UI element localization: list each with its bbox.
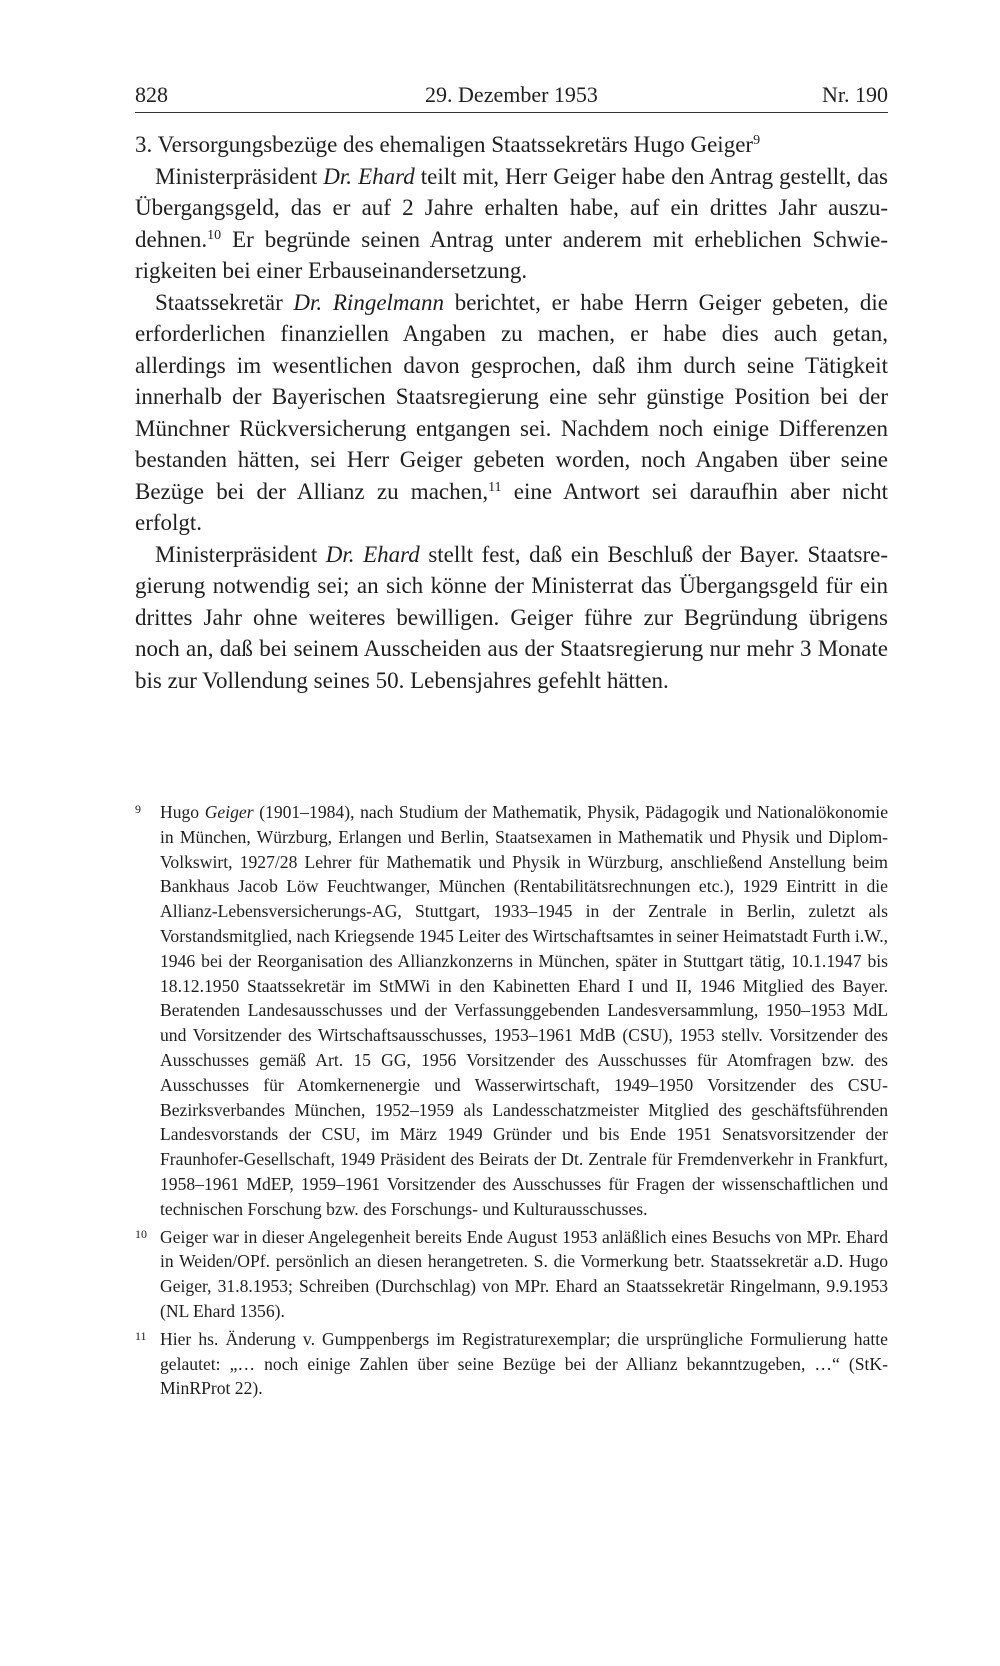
footnote-11 — [135, 1327, 888, 1401]
footnote-9 — [135, 800, 888, 1222]
paragraph-2-text-c: berichtet, er habe Herrn Geiger gebeten, die erforderlichen finanziellen Angaben zu machen, er habe dies auch getan, allerdings im wesentlichen davon gesprochen, daß ihm durch seine Tätigkeit innerhalb der Bayerischen Staatsregierung eine sehr günstige Position bei der Münchner Rückversicherung entgangen sei. Nachdem noch einige Differenzen bestanden hätten, sei Herr Geiger gebeten worden, noch Angaben über seine Bezüge bei der Allianz zu machen, — [135, 289, 888, 504]
footnote-9-number: 9 — [135, 802, 141, 816]
document-page — [135, 78, 888, 1399]
footnote-9-text-c: (1901–1984), nach Studium der Mathematik, Physik, Pädagogik und Nationalökonomie in München, Würzburg, Erlangen und Berlin, Staatsexamen in Mathematik und Physik und Diplom-Volkswirt, 1927/28 Lehrer für Mathematik und Physik in Würzburg, anschließend Anstellung beim Bankhaus Jacob Löw Feuchtwanger, München (Rentabilitätsrechnungen etc.), 1929 Eintritt in die Allianz-Lebensversicherungs-AG, Stuttgart, 1933–1945 in der Zentrale in Berlin, zuletzt als Vorstandsmitglied, nach Kriegsende 1945 Leiter des Wirtschaftsamtes in seiner Heimatstadt Furth i.W., 1946 bei der Reorganisation des Allianzkonzerns in München, später in Stuttgart tätig, 10.1.1947 bis 18.12.1950 Staatssekretär im StMWi in den Kabinetten Ehard I und II, 1946 Mitglied des Bayer. Beratenden Landesausschusses und der Verfassunggebenden Landesversammlung, 1950–1953 MdL und Vorsitzender des Wirtschaftsausschusses, 1953–1961 MdB (CSU), 1953 stellv. Vorsitzender des Ausschusses gemäß Art. 15 GG, 1956 Vorsitzender des Ausschusses für Atomfragen bzw. des Ausschusses für Atomkernenergie und Wasserwirtschaft, 1949–1950 Vorsitzender des CSU-Bezirksverbandes München, 1952–1959 als Landesschatzmeister Mitglied des geschäftsführenden Landesvorstands der CSU, im März 1949 Gründer und bis Ende 1951 Senatsvorsitzender der Fraunhofer-Gesellschaft, 1949 Präsident des Beirats der Dt. Zentrale für Fremdenverkehr in Frankfurt, 1958–1961 MdEP, 1959–1961 Vorsitzender des Ausschusses für Fragen der wissenschaftlichen und technischen Forschung bzw. des Forschungs- und Kulturausschusses. — [160, 802, 888, 1219]
paragraph-1 — [135, 161, 888, 287]
speaker-ehard: Dr. Ehard — [323, 163, 415, 189]
footnote-ref-10[interactable]: 10 — [207, 227, 222, 243]
footnote-9-name: Geiger — [204, 802, 254, 822]
header-date: 29. Dezember 1953 — [425, 82, 598, 107]
footnote-10 — [135, 1225, 888, 1324]
footnote-9-text-a: Hugo — [160, 802, 205, 822]
main-text — [135, 129, 888, 696]
speaker-ringelmann: Dr. Ringelmann — [293, 289, 445, 315]
paragraph-2-text-a: Staatssekretär — [155, 289, 294, 315]
paragraph-3-text-a: Ministerpräsident — [155, 541, 326, 567]
footnote-ref-11[interactable]: 11 — [488, 479, 502, 495]
paragraph-1-text-c: teilt mit, Herr Geiger habe den Antrag gestellt, das Übergangsgeld, das er auf 2 Jahre erhalten habe, auf ein drittes Jahr auszudehnen. — [135, 163, 888, 252]
section-heading-text: 3. Versorgungsbezüge des ehemaligen Staatssekretärs Hugo Geiger — [135, 132, 754, 157]
section-heading — [135, 129, 888, 161]
paragraph-2 — [135, 287, 888, 539]
speaker-ehard-2: Dr. Ehard — [325, 541, 420, 567]
footnote-10-number: 10 — [135, 1226, 147, 1241]
footnote-10-text: Geiger war in dieser Angelegenheit bereits Ende August 1953 anläßlich eines Besuchs von MPr. Ehard in Weiden/OPf. persönlich an diesen herangetreten. S. die Vormerkung betr. Staatssekretär a.D. Hugo Geiger, 31.8.1953; Schreiben (Durchschlag) von MPr. Ehard an Staatssekretär Ringelmann, 9.9.1953 (NL Ehard 1356). — [160, 1226, 888, 1321]
paragraph-3 — [135, 539, 888, 697]
page-number: 828 — [135, 82, 168, 107]
footnote-11-number: 11 — [135, 1328, 147, 1343]
paragraph-1-text-d: Er begründe seinen Antrag unter anderem mit erheblichen Schwierigkeiten bei einer Erbauseinandersetzung. — [135, 226, 888, 283]
footnote-ref-9[interactable]: 9 — [753, 133, 761, 148]
footnotes — [135, 800, 888, 1404]
paragraph-3-text-c: stellt fest, daß ein Beschluß der Bayer. Staatsregierung notwendig sei; an sich könne der Ministerrat das Übergangsgeld für ein drittes Jahr ohne weiteres bewilligen. Geiger führe zur Begründung übrigens noch an, daß bei seinem Ausscheiden aus der Staatsregierung nur mehr 3 Monate bis zur Vollendung seines 50. Lebensjahres gefehlt hätten. — [135, 541, 888, 693]
paragraph-1-text-a: Ministerpräsident — [155, 163, 324, 189]
footnote-11-text: Hier hs. Änderung v. Gumppenbergs im Registraturexemplar; die ursprüngliche Formulierung hatte gelautet: „… noch einige Zahlen über seine Bezüge bei der Allianz bekanntzugeben, …“ (StK-MinRProt 22). — [160, 1328, 888, 1399]
paragraph-2-text-d: eine Antwort sei daraufhin aber nicht erfolgt. — [135, 478, 888, 535]
running-head — [135, 78, 888, 113]
issue-number: Nr. 190 — [822, 82, 888, 107]
